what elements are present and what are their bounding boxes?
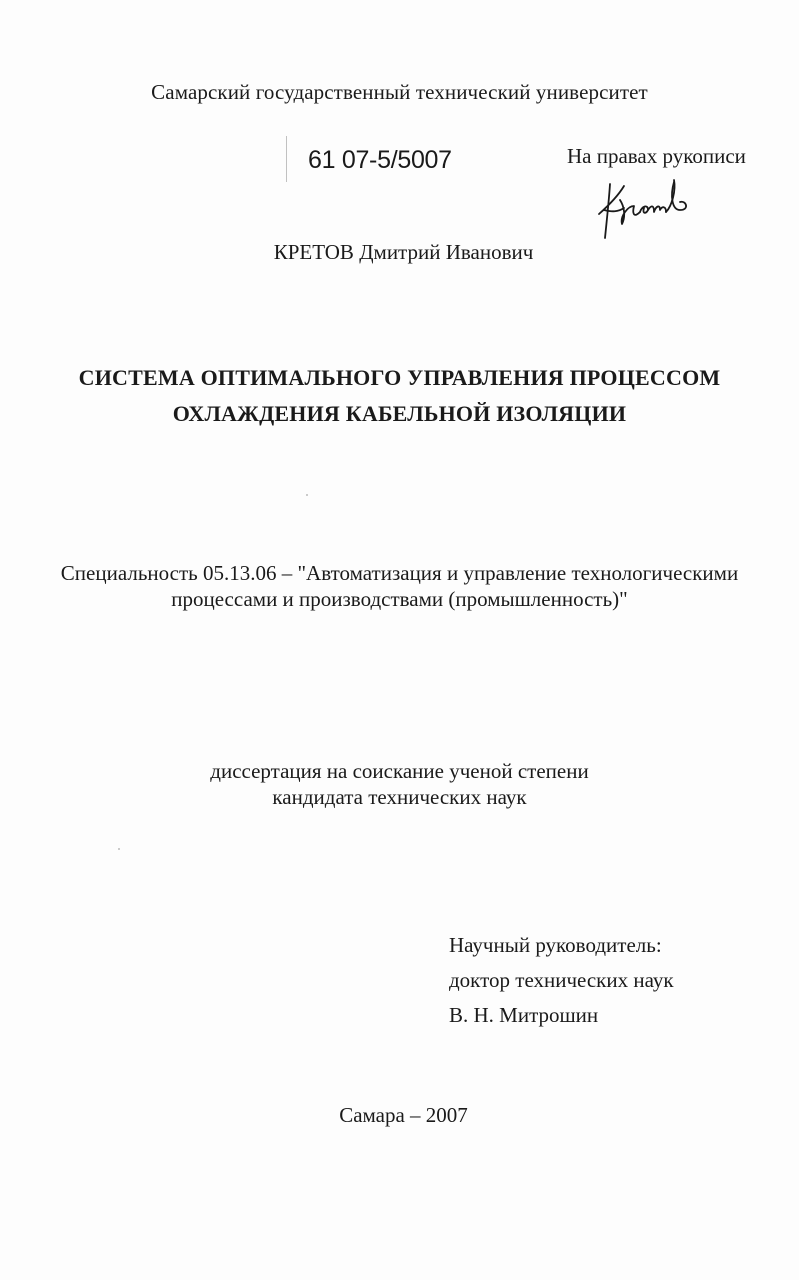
university-name: Самарский государственный технический университет xyxy=(151,80,648,104)
rights-note: На правах рукописи xyxy=(567,144,746,168)
supervisor-block xyxy=(449,928,674,1033)
degree-line-2: кандидата технических наук xyxy=(272,785,527,809)
degree-statement xyxy=(0,758,799,810)
archive-number: 61 07-5/5007 xyxy=(308,146,452,174)
title-line-2: ОХЛАЖДЕНИЯ КАБЕЛЬНОЙ ИЗОЛЯЦИИ xyxy=(172,401,627,426)
dissertation-title xyxy=(0,360,799,432)
specialty-line-2: процессами и производствами (промышленность)" xyxy=(171,587,628,611)
author-name xyxy=(0,240,799,265)
specialty-line-1: Специальность 05.13.06 – "Автоматизация и управление технологическими xyxy=(60,561,739,585)
city-year: Самара – 2007 xyxy=(339,1103,468,1127)
scan-speck xyxy=(118,848,120,850)
author-surname: КРЕТОВ xyxy=(273,240,354,264)
archive-margin-mark xyxy=(286,136,287,182)
supervisor-degree: доктор технических наук xyxy=(449,968,674,992)
specialty-statement xyxy=(0,560,799,612)
handwritten-signature-icon xyxy=(590,176,700,244)
degree-line-1: диссертация на соискание ученой степени xyxy=(210,759,589,783)
title-line-1: СИСТЕМА ОПТИМАЛЬНОГО УПРАВЛЕНИЯ ПРОЦЕССОМ xyxy=(78,365,721,390)
supervisor-label: Научный руководитель: xyxy=(449,933,662,957)
supervisor-name: В. Н. Митрошин xyxy=(449,1003,599,1027)
scan-speck xyxy=(306,494,308,496)
author-given-names: Дмитрий Иванович xyxy=(359,240,534,264)
